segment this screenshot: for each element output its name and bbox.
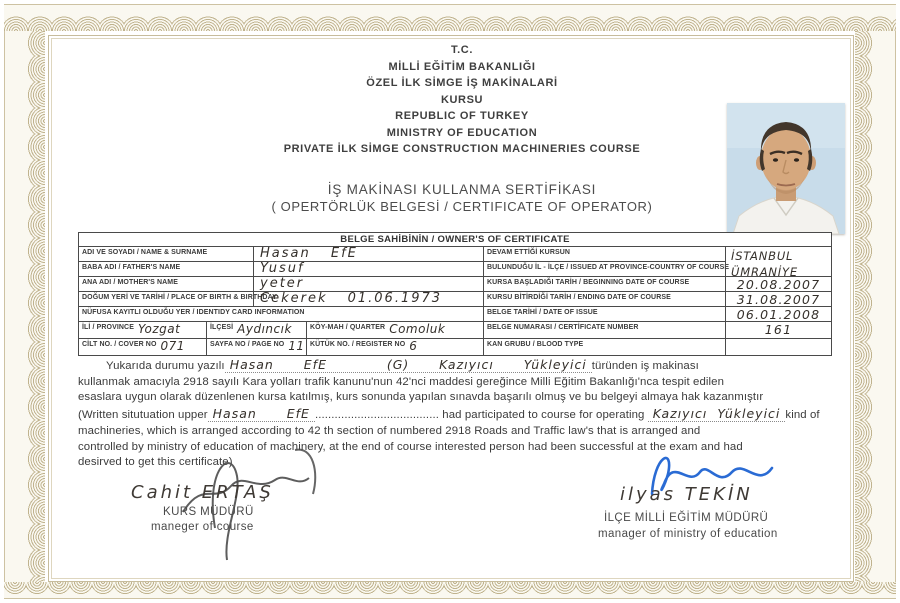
handwritten-text: Kazıyıcı Yükleyici [648, 406, 786, 422]
printed-text: controlled by ministry of education of machinery, at the end of course interested person had been successful at the exam and had [78, 440, 743, 453]
guilloche-border-top [4, 4, 896, 31]
handwritten-text: Hasan EfE [208, 406, 315, 422]
table-row [484, 322, 725, 339]
printed-text: kullanmak amacıyla 2918 sayılı Kara yolları trafik kanunu'nun 42'nci maddesi gereğince Milli Eğitim Bakanlığı'nca tespit edilen [78, 375, 725, 388]
field-label-identity-card: NÜFUSA KAYITLI OLDUĞU YER / IDENTIDY CARD INFORMATION [82, 309, 305, 316]
handwritten-father-name: Yusuf [260, 261, 305, 276]
handwritten-register-no: 6 [409, 339, 418, 353]
field-label-mother-name: ANA ADI / MOTHER'S NAME [82, 279, 178, 286]
handwritten-page-no: 11 [288, 339, 305, 353]
header-line-course-tr2: KURSU [440, 93, 484, 106]
table-row [484, 339, 725, 355]
guilloche-border-left [4, 4, 45, 599]
table-header: BELGE SAHİBİNİN / OWNER'S OF CERTIFICATE [79, 233, 831, 247]
signer-title-english: maneger of course [151, 521, 254, 533]
field-label-blood-type: KAN GRUBU / BLOOD TYPE [487, 341, 584, 348]
signer-title-english: manager of ministry of education [598, 528, 778, 540]
table-row [484, 292, 725, 307]
field-label-certificate-number: BELGE NUMARASI / CERTİFICATE NUMBER [487, 324, 639, 331]
signer-title-turkish: İLÇE MİLLİ EĞİTİM MÜDÜRÜ [604, 512, 769, 524]
field-label-issued-at: BULUNDUĞU İL - İLÇE / ISSUED AT PROVINCE-COUNTRY OF COURSE [487, 264, 730, 271]
handwritten-cover-no: 071 [160, 339, 185, 353]
handwritten-district: Aydıncık [237, 322, 292, 336]
field-label-course-attended: DEVAM ETTİĞİ KURSUN [487, 249, 571, 256]
guilloche-border-right [855, 4, 896, 599]
field-label-birth: DOĞUM YERİ VE TARİHİ / PLACE OF BIRTH & BIRTHDAY [82, 294, 277, 301]
guilloche-border-bottom [4, 582, 896, 599]
handwritten-text: Hasan EfE (G) Kazıyıcı Yükleyici [225, 357, 592, 373]
table-row [79, 339, 483, 355]
printed-text: kind of [785, 409, 820, 422]
printed-text: ...................................... [314, 409, 439, 422]
signer-name-education-manager: ilyas TEKİN [620, 484, 753, 505]
handwritten-certificate-number: 161 [764, 322, 793, 337]
field-label-father-name: BABA ADI / FATHER'S NAME [82, 264, 181, 271]
table-row [484, 307, 725, 322]
field-label-issue-date: BELGE TARİHİ / DATE OF ISSUE [487, 309, 598, 316]
signer-title-turkish: KURS MÜDÜRÜ [163, 506, 254, 518]
table-right-section [483, 247, 831, 355]
header-line-ministry: MİLLİ EĞİTİM BAKANLIĞI [388, 60, 536, 73]
table-left-section [79, 247, 483, 355]
owner-details-table [78, 232, 832, 356]
field-label-page-no: SAYFA NO / PAGE NO [210, 341, 285, 348]
table-row [79, 292, 483, 307]
handwritten-end-date: 31.08.2007 [736, 292, 821, 307]
signature-block-education-manager [578, 442, 838, 557]
field-label-province: İLİ / PROVINCE [82, 324, 134, 331]
title-english: ( OPERTÖRLÜK BELGESİ / CERTIFICATE OF OPERATOR) [271, 199, 653, 214]
table-row [79, 322, 483, 339]
field-label-quarter: KÖY-MAH / QUARTER [310, 324, 386, 331]
handwritten-issued-at: İSTANBUL ÜMRANİYE [726, 247, 831, 277]
header-line-tc: T.C. [451, 44, 473, 56]
body-text-line [78, 390, 846, 406]
field-label-name-surname: ADI VE SOYADI / NAME & SURNAME [82, 249, 208, 256]
table-row [484, 247, 725, 262]
body-text-line [78, 406, 846, 424]
table-row [484, 277, 725, 292]
table-row [484, 262, 730, 277]
table-row [79, 307, 483, 322]
header-line-republic: REPUBLIC OF TURKEY [395, 110, 529, 122]
printed-text: türünden iş makinası [591, 360, 699, 372]
field-label-register-no: KÜTÜK NO. / REGISTER NO [310, 341, 406, 348]
title-turkish: İŞ MAKİNASI KULLANMA SERTİFİKASI [327, 182, 597, 197]
header-line-ministry-en: MINISTRY OF EDUCATION [386, 126, 538, 139]
header-line-course-tr1: ÖZEL İLK SİMGE İŞ MAKİNALARİ [366, 77, 558, 89]
portrait-photo-graphic [727, 103, 845, 234]
signature-block-course-manager [115, 448, 375, 563]
field-label-begin-date: KURSA BAŞLADIĞI TARİH / BEGINNING DATE OF COURSE [487, 279, 690, 286]
handwritten-quarter: Comoluk [389, 322, 446, 336]
printed-text: Yukarıda durumu yazılı [106, 360, 225, 372]
handwritten-birth: Cekerek 01.06.1973 [260, 291, 443, 306]
handwritten-begin-date: 20.08.2007 [736, 277, 821, 292]
body-text-line [78, 375, 846, 391]
field-label-cover-no: CİLT NO. / COVER NO [82, 341, 157, 348]
printed-text: desirved to get this certificate) [78, 456, 233, 469]
body-text-line [78, 424, 846, 440]
header-line-course-en: PRIVATE İLK SİMGE CONSTRUCTION MACHINERIES COURSE [283, 143, 641, 155]
portrait-photo [727, 103, 845, 234]
field-label-district: İLÇESİ [210, 324, 234, 331]
handwritten-name-surname: Hasan EfE [260, 246, 358, 261]
printed-text: (Written situtuation upper [78, 409, 208, 422]
printed-text: machineries, which is arranged according to 42 th section of numbered 2918 Roads and Traffic law's that is arranged and [78, 424, 701, 437]
signer-name-course-manager: Cahit ERTAŞ [131, 482, 274, 503]
handwritten-mother-name: yeter [260, 276, 305, 291]
field-label-end-date: KURSU BİTİRDİĞİ TARİH / ENDING DATE OF COURSE [487, 294, 671, 301]
printed-text: esaslara uygun olarak düzenlenen kursa katılmış, kurs sonunda yapılan sınavda başarılı olmuş ve bu belgeyi almaya hak kazanmıştır [78, 391, 764, 404]
printed-text: had participated to course for operating [439, 409, 648, 422]
body-text-line [78, 357, 846, 375]
handwritten-issue-date: 06.01.2008 [736, 307, 821, 322]
handwritten-province: Yozgat [137, 322, 181, 336]
